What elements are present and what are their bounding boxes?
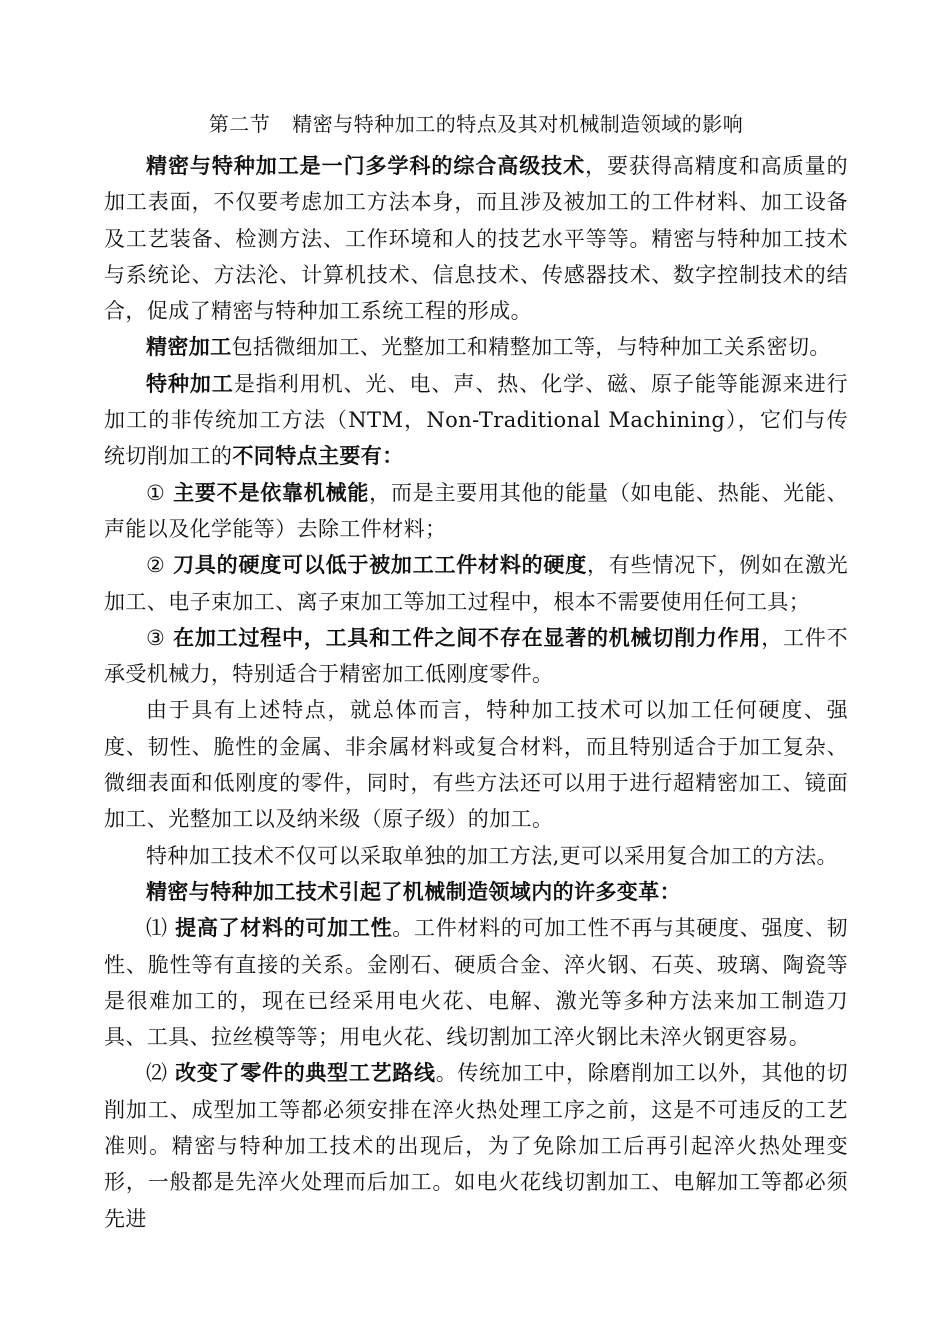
paragraph-special — [104, 366, 848, 475]
special-bold-features: 不同特点主要有： — [232, 444, 404, 469]
paragraph-precision — [104, 329, 848, 365]
feature-bold: 刀具的硬度可以低于被加工工件材料的硬度 — [173, 553, 587, 578]
special-text: 是指利用机、光、电、声、热、化学、磁、原子能等能源来进行加工的非传统加工方法（NTM，Non-Traditional Machining），它们与传统切削加工的 — [104, 371, 848, 469]
feature-bold: 在加工过程中，工具和工件之间不存在显著的机械切削力作用 — [173, 625, 762, 650]
change-bold: 提高了材料的可加工性 — [175, 916, 393, 941]
intro-text: ，要获得高精度和高质量的加工表面，不仅要考虑加工方法本身，而且涉及被加工的工件材料、加工设备及工艺装备、检测方法、工作环境和人的技艺水平等等。精密与特种加工技术与系统论、方法沦、计算机技术、信息技术、传感器技术、数字控制技术的结合，促成了精密与特种加工系统工程的形成。 — [104, 154, 848, 324]
change-text: 。传统加工中，除磨削加工以外，其他的切削加工、成型加工等都必须安排在淬火热处理工序之前，这是不可违反的工艺准则。精密与特种加工技术的出现后，为了免除加工后再引起淬火热处理变形，一般都是先淬火处理而后加工。如电火花线切割加工、电解加工等都必须先进 — [104, 1061, 848, 1231]
feature-text: ，工件不承受机械力，特别适合于精密加工低刚度零件。 — [104, 625, 848, 687]
change-item-2 — [104, 1055, 848, 1236]
feature-text: ，有些情况下，例如在激光加工、电子束加工、离子束加工等加工过程中，根本不需要使用任何工具； — [104, 553, 848, 614]
change-bold: 改变了零件的典型工艺路线 — [175, 1061, 436, 1086]
section-title-text: 精密与特种加工的特点及其对机械制造领域的影响 — [292, 112, 744, 136]
intro-bold: 精密与特种加工是一门多学科的综合高级技术 — [146, 154, 586, 178]
precision-text: 包括微细加工、光整加工和精整加工等，与特种加工关系密切。 — [231, 335, 831, 360]
paragraph-summary: 由于具有上述特点，就总体而言，特种加工技术可以加工任何硬度、强度、韧性、脆性的金属、非余属材料或复合材料，而且特别适合于加工复杂、微细表面和低刚度的零件，同时，有些方法还可以用于进行超精密加工、镜面加工、光整加工以及纳米级（原子级）的加工。 — [104, 698, 848, 832]
precision-bold: 精密加工 — [146, 335, 232, 360]
paragraph-changes-heading: 精密与特种加工技术引起了机械制造领域内的许多变革： — [146, 879, 681, 904]
change-number: ⑵ — [146, 1061, 168, 1086]
feature-item-2 — [104, 547, 848, 620]
change-item-1 — [104, 910, 848, 1055]
feature-item-1 — [104, 475, 848, 548]
feature-bold: 主要不是依靠机械能 — [173, 480, 370, 505]
paragraph-composite: 特种加工技术不仅可以采取单独的加工方法,更可以采用复合加工的方法。 — [146, 843, 838, 868]
section-title — [104, 108, 848, 140]
document-page — [104, 108, 848, 1237]
feature-number: ③ — [146, 625, 166, 650]
feature-number: ② — [146, 553, 166, 578]
change-number: ⑴ — [146, 916, 168, 941]
special-bold: 特种加工 — [146, 371, 234, 396]
section-label: 第二节 — [208, 112, 271, 136]
feature-number: ① — [146, 480, 166, 505]
feature-item-3 — [104, 620, 848, 693]
paragraph-intro — [104, 148, 848, 329]
change-text: 。工件材料的可加工性不再与其硬度、强度、韧性、脆性等有直接的关系。金刚石、硬质合金、淬火钢、石英、玻璃、陶瓷等是很难加工的，现在已经采用电火花、电解、激光等多种方法来加工制造刀具、工具、拉丝模等等；用电火花、线切割加工淬火钢比未淬火钢更容易。 — [104, 916, 849, 1050]
feature-text: ，而是主要用其他的能量（如电能、热能、光能、声能以及化学能等）去除工件材料； — [104, 480, 849, 541]
